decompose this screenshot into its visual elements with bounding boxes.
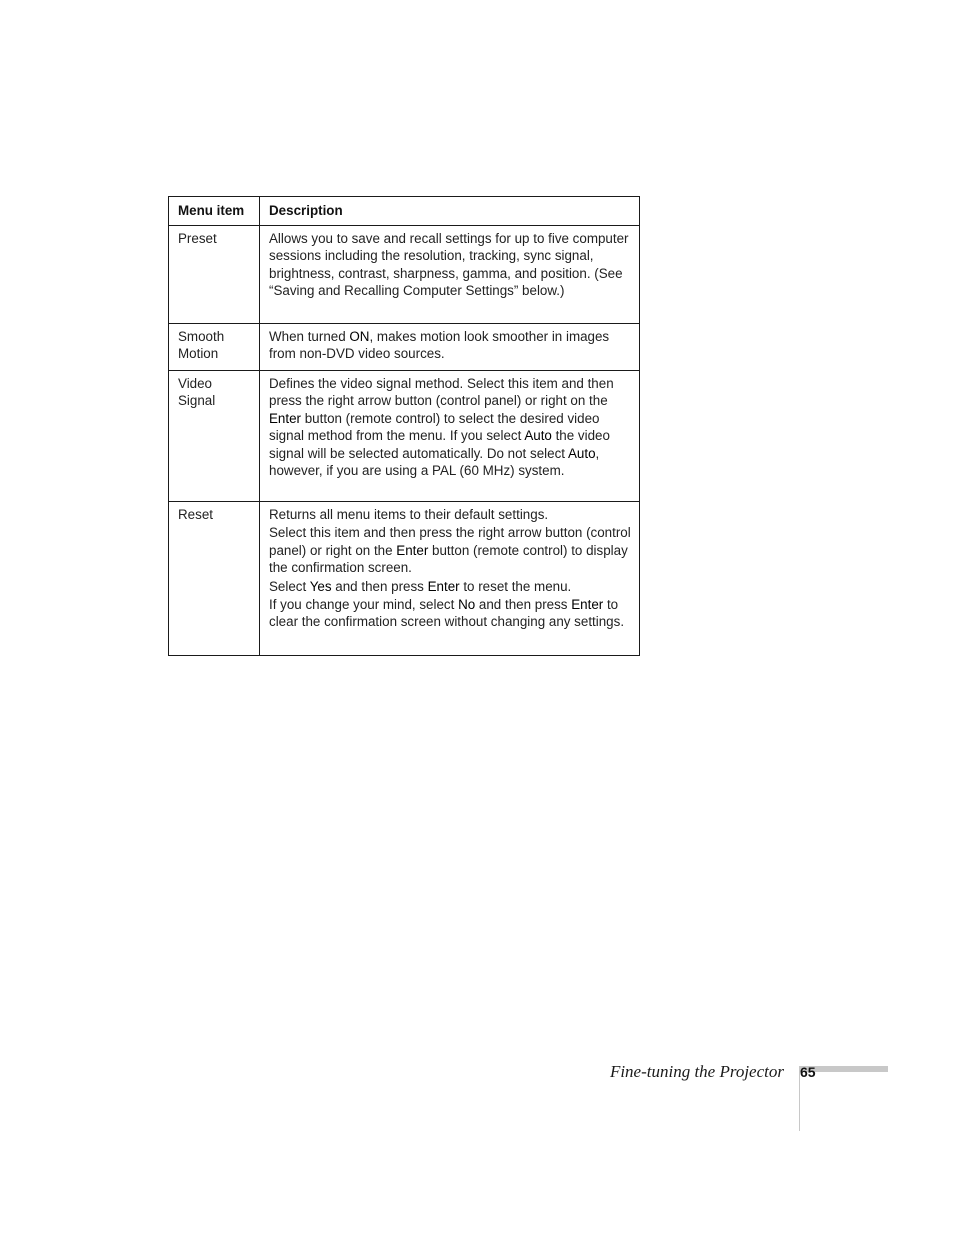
description-column-header: Description	[260, 197, 640, 226]
description-text: to reset the menu.	[459, 578, 572, 594]
description-preset: Allows you to save and recall settings for up to five computer sessions including the resolution, tracking, sync signal, brightness, contrast, sharpness, gamma, and position. (See “Saving and Recalling Computer Settings” below.)	[260, 226, 640, 324]
description-text: Defines the video signal method. Select this item and then press the right arrow button (control panel) or right on the	[269, 376, 614, 409]
no-option-term: No	[458, 597, 476, 613]
table-row-preset	[169, 226, 640, 324]
description-text: , makes motion look smoother in images from non-DVD video sources.	[269, 329, 610, 362]
auto-option-term: Auto	[567, 445, 596, 461]
table-header-row	[169, 197, 640, 226]
menu-item-preset: Preset	[169, 226, 260, 324]
page-number: 65	[800, 1064, 816, 1080]
reset-paragraph-2	[269, 524, 631, 576]
table-row-video-signal	[169, 371, 640, 502]
description-text: button (remote control) to select the desired video signal method from the menu. If you select	[269, 410, 600, 444]
description-text: , however, if you are using a PAL (60 MHz) system.	[269, 445, 600, 479]
reset-paragraph-4	[269, 596, 631, 631]
auto-option-term: Auto	[524, 428, 552, 444]
menu-item-reset: Reset	[169, 502, 260, 656]
yes-option-term: Yes	[309, 578, 332, 594]
description-text: the video signal will be selected automatically. Do not select	[269, 428, 610, 461]
description-text: If you change your mind, select	[269, 597, 459, 613]
description-text: to clear the confirmation screen without changing any settings.	[269, 597, 625, 630]
enter-button-term: Enter	[269, 410, 302, 426]
menu-item-smooth-motion: Smooth Motion	[169, 324, 260, 371]
reset-paragraph-1: Returns all menu items to their default settings.	[269, 507, 549, 522]
description-text: Select this item and then press the right arrow button (control panel) or right on the	[269, 525, 631, 558]
enter-button-term: Enter	[427, 578, 460, 594]
menu-settings-table	[168, 196, 640, 656]
description-text: and then press	[475, 597, 572, 613]
description-text: When turned	[269, 329, 350, 344]
description-reset	[260, 502, 640, 656]
description-text: and then press	[331, 578, 428, 594]
reset-paragraph-3	[269, 578, 631, 595]
description-text: Select	[269, 578, 310, 594]
enter-button-term: Enter	[396, 542, 429, 558]
footer-section-title: Fine-tuning the Projector	[609, 1062, 784, 1081]
description-text: button (remote control) to display the confirmation screen.	[269, 542, 628, 576]
description-smooth-motion	[260, 324, 640, 371]
enter-button-term: Enter	[571, 597, 604, 613]
table-row-smooth-motion	[169, 324, 640, 371]
table-row-reset	[169, 502, 640, 656]
description-video-signal	[260, 371, 640, 502]
on-setting-term: ON	[349, 329, 370, 344]
menu-item-column-header: Menu item	[169, 197, 260, 226]
menu-item-video-signal: Video Signal	[169, 371, 260, 502]
